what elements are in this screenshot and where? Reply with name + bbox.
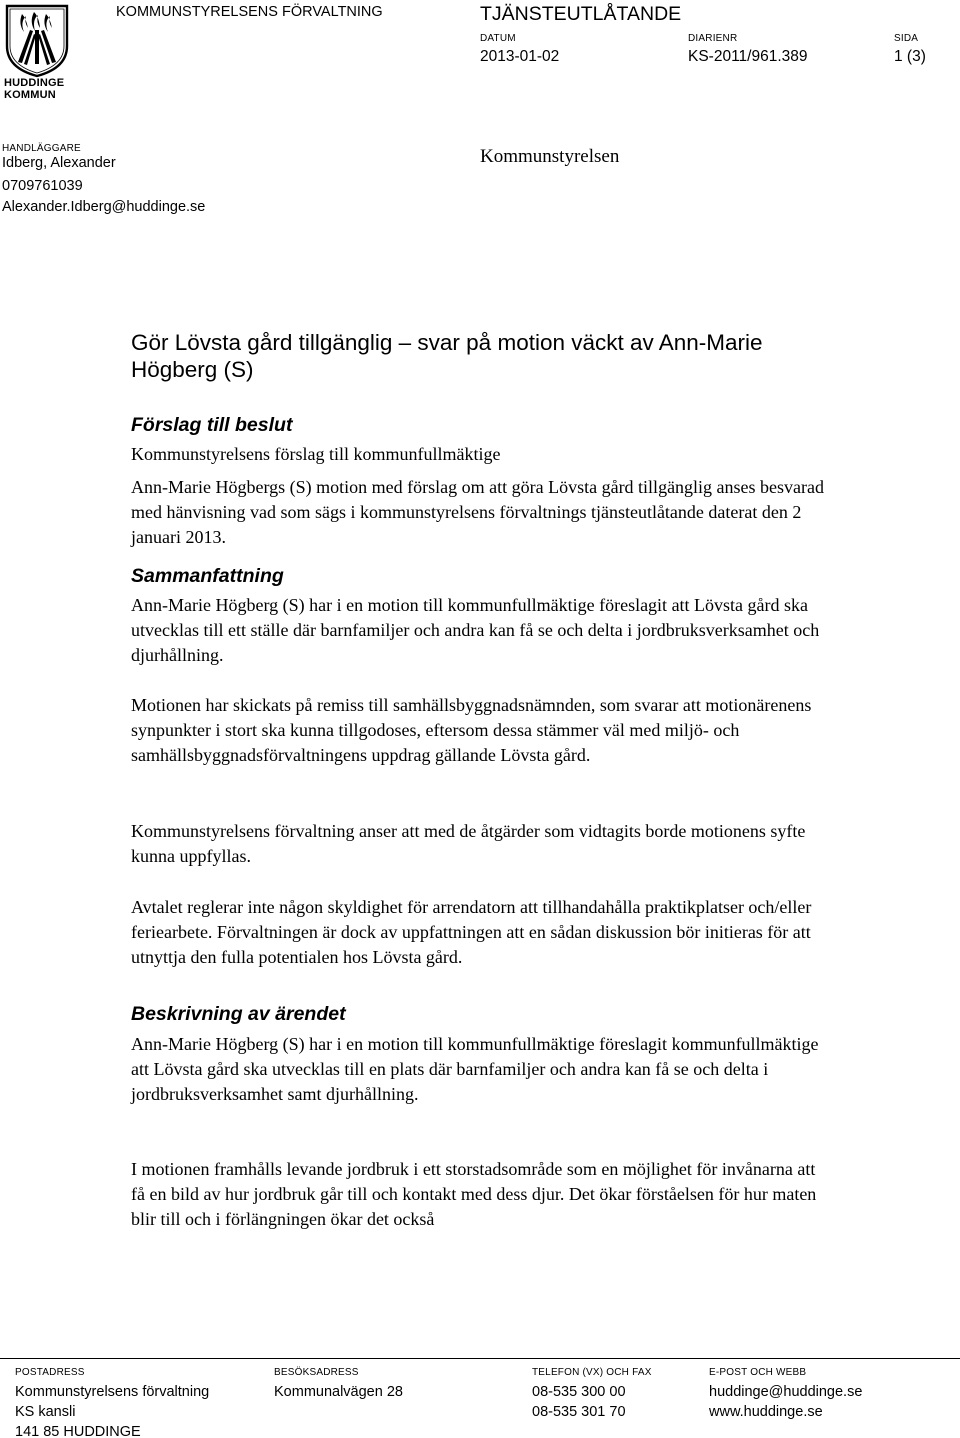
forslag-line2: Ann-Marie Högbergs (S) motion med förslag om att göra Lövsta gård tillgänglig anses besvarad med hänvisning vad som sägs i kommunstyrelsens förvaltnings tjänsteutlåtande daterat den 2 januari 2013. xyxy=(131,477,825,547)
sida-value: 1 (3) xyxy=(894,48,926,65)
forslag-heading: Förslag till beslut xyxy=(131,414,293,436)
postadress-label: POSTADRESS xyxy=(15,1367,85,1378)
document-title: Gör Lövsta gård tillgänglig – svar på motion väckt av Ann-Marie Högberg (S) xyxy=(131,330,763,382)
footer-epost xyxy=(709,1367,862,1422)
sammanfattning-paragraph-3: Kommunstyrelsens förvaltning anser att med de åtgärder som vidtagits borde motionens syfte kunna uppfyllas. xyxy=(131,821,806,866)
handlaggare-name: Idberg, Alexander xyxy=(2,155,116,171)
logo-wordmark xyxy=(4,77,74,101)
footer-postadress xyxy=(15,1367,209,1438)
email-line: huddinge@huddinge.se xyxy=(709,1384,863,1400)
footer-telefon xyxy=(532,1367,652,1422)
beskrivning-paragraph-2: I motionen framhålls levande jordbruk i ett storstadsområde som en möjlighet för invånarna att få en bild av hur jordbruk går till och kontakt med dess djur. Det ökar förståelsen för hur maten blir till och i förlängningen ökar det också xyxy=(131,1159,817,1229)
sammanfattning-paragraph-1: Ann-Marie Högberg (S) har i en motion till kommunfullmäktige föreslagit att Lövsta gård ska utvecklas till ett ställe där barnfamiljer och andra kan få se och delta i jordbruksverksamhet och djurhållning. xyxy=(131,595,820,665)
postadress-line: KS kansli xyxy=(15,1404,76,1420)
logo-text-line2: KOMMUN xyxy=(4,89,56,101)
besoksadress-line: Kommunalvägen 28 xyxy=(274,1384,403,1400)
postadress-line: 141 85 HUDDINGE xyxy=(15,1424,141,1438)
footer-divider xyxy=(0,1358,960,1359)
sammanfattning-paragraph-4: Avtalet reglerar inte någon skyldighet för arrendatorn att tillhandahålla praktikplatser och/eller feriearbete. Förvaltningen är dock av uppfattningen att en sådan diskussion bör initieras för att utnyttja den fulla potentialen hos Lövsta gård. xyxy=(131,897,812,967)
handlaggare-label: HANDLÄGGARE xyxy=(2,143,81,154)
handlaggare-email: Alexander.Idberg@huddinge.se xyxy=(2,199,206,215)
diarienr-value: KS-2011/961.389 xyxy=(688,48,808,65)
beskrivning-paragraph-1: Ann-Marie Högberg (S) har i en motion till kommunfullmäktige föreslagit kommunfullmäktige att Lövsta gård ska utvecklas till en plats där barnfamiljer och andra kan få se och delta i jordbruksverksamhet samt djurhållning. xyxy=(131,1034,819,1104)
recipient: Kommunstyrelsen xyxy=(480,146,620,167)
document-type: TJÄNSTEUTLÅTANDE xyxy=(480,3,682,25)
sammanfattning-heading: Sammanfattning xyxy=(131,565,284,587)
beskrivning-heading: Beskrivning av ärendet xyxy=(131,1003,346,1025)
epost-label: E-POST OCH WEBB xyxy=(709,1367,807,1378)
coat-of-arms-icon xyxy=(4,4,70,78)
diarienr-label: DIARIENR xyxy=(688,33,738,44)
telefon-line: 08-535 300 00 xyxy=(532,1384,626,1400)
sammanfattning-paragraph-2: Motionen har skickats på remiss till samhällsbyggnadsnämnden, som svarar att motionärenens synpunkter i stort ska kunna tillgodoses, eftersom dessa stämmer väl med miljö- och samhällsbyggnadsförvaltningens uppdrag gällande Lövsta gård. xyxy=(131,695,812,765)
datum-label: DATUM xyxy=(480,33,516,44)
postadress-line: Kommunstyrelsens förvaltning xyxy=(15,1384,210,1400)
sida-label: SIDA xyxy=(894,33,919,44)
organization-name: KOMMUNSTYRELSENS FÖRVALTNING xyxy=(116,4,383,20)
footer-besoksadress xyxy=(274,1367,403,1402)
telefon-label: TELEFON (VX) OCH FAX xyxy=(532,1367,652,1378)
fax-line: 08-535 301 70 xyxy=(532,1404,626,1420)
besoksadress-label: BESÖKSADRESS xyxy=(274,1367,359,1378)
forslag-line1: Kommunstyrelsens förslag till kommunfullmäktige xyxy=(131,444,501,464)
handlaggare-phone: 0709761039 xyxy=(2,178,83,194)
datum-value: 2013-01-02 xyxy=(480,48,560,65)
web-line: www.huddinge.se xyxy=(709,1404,823,1420)
logo-text-line1: HUDDINGE xyxy=(4,77,65,89)
